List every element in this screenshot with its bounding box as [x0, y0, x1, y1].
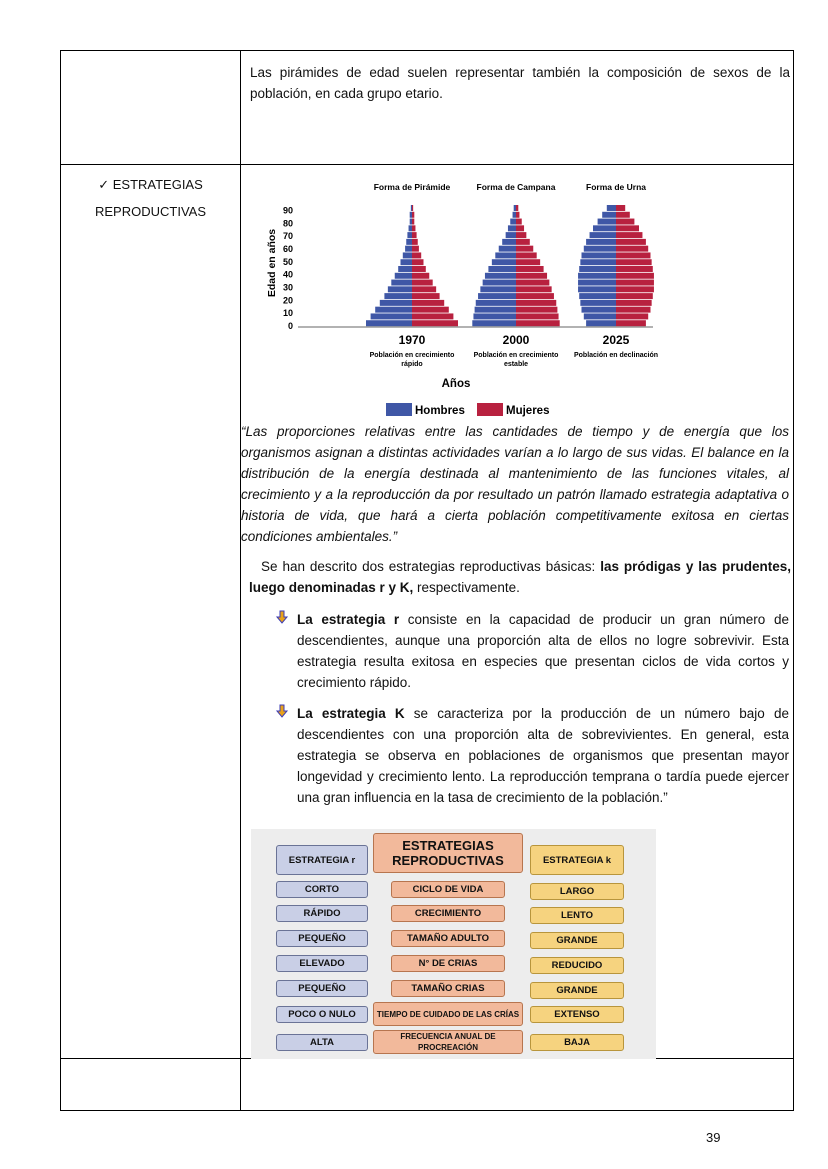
strategies-intro-paragraph [249, 556, 791, 598]
bar-mujeres [616, 266, 653, 272]
y-tick-label: 40 [282, 269, 293, 280]
bar-mujeres [412, 219, 414, 225]
bar-hombres [406, 239, 412, 245]
bar-hombres [578, 286, 616, 292]
bar-hombres [506, 232, 516, 238]
bar-mujeres [616, 246, 648, 252]
bar-hombres [472, 320, 516, 326]
bar-hombres [602, 212, 616, 218]
bar-mujeres [516, 307, 557, 313]
x-axis-label: Años [441, 378, 471, 390]
bar-hombres [409, 225, 412, 231]
bar-hombres [508, 225, 516, 231]
bar-hombres [495, 252, 516, 258]
bar-mujeres [412, 273, 429, 279]
bar-mujeres [412, 280, 433, 286]
strategies-title-box: ESTRATEGIAS REPRODUCTIVAS [373, 833, 523, 873]
bar-mujeres [412, 266, 426, 272]
population-pyramids-figure [251, 177, 671, 427]
bar-mujeres [616, 212, 630, 218]
strategies-comparison-diagram [251, 829, 656, 1059]
bar-hombres [579, 266, 616, 272]
k-header-box: ESTRATEGIA k [530, 845, 624, 875]
bar-hombres [398, 266, 412, 272]
legend-mujeres-label: Mujeres [506, 405, 550, 417]
bar-hombres [405, 246, 412, 252]
bar-mujeres [616, 239, 646, 245]
bar-hombres [584, 246, 616, 252]
bar-mujeres [616, 286, 654, 292]
pyramid-year-label: 1970 [398, 333, 426, 347]
r-value-box: ELEVADO [276, 955, 368, 972]
bar-mujeres [516, 300, 556, 306]
legend-mujeres-swatch [477, 403, 503, 416]
bar-hombres [395, 273, 412, 279]
strategy-bullet-list [275, 609, 789, 818]
bar-hombres [371, 313, 412, 319]
bar-hombres [410, 219, 412, 225]
bar-hombres [411, 205, 412, 211]
bar-mujeres [516, 280, 549, 286]
trait-box: CICLO DE VIDA [391, 881, 505, 898]
row-divider-1 [61, 164, 793, 165]
y-tick-label: 0 [287, 321, 293, 331]
bar-mujeres [516, 205, 518, 211]
bar-mujeres [412, 320, 458, 326]
bar-mujeres [616, 307, 651, 313]
pyramid-shape-label: Forma de Pirámide [373, 182, 451, 192]
bar-hombres [579, 293, 616, 299]
bar-mujeres [616, 280, 654, 286]
bar-hombres [473, 313, 516, 319]
para2-end: respectivamente. [413, 580, 520, 595]
bar-hombres [580, 259, 616, 265]
bar-hombres [401, 259, 413, 265]
bullet1-bold: La estrategia r [297, 612, 400, 627]
bar-mujeres [412, 307, 449, 313]
bar-mujeres [516, 313, 559, 319]
para2-bold: las pródigas y las prudentes, luego denominadas r y K, [249, 559, 791, 595]
pyramid-chart [251, 177, 671, 422]
bar-mujeres [516, 259, 540, 265]
bar-mujeres [412, 205, 413, 211]
bar-hombres [403, 252, 412, 258]
trait-box: N° DE CRIAS [391, 955, 505, 972]
bar-hombres [384, 293, 412, 299]
bar-mujeres [516, 320, 560, 326]
y-tick-label: 70 [282, 231, 293, 242]
bar-mujeres [616, 259, 652, 265]
y-tick-label: 20 [282, 295, 293, 306]
bar-hombres [607, 205, 616, 211]
bar-mujeres [412, 286, 436, 292]
y-tick-label: 50 [282, 256, 293, 267]
bar-mujeres [616, 252, 651, 258]
trait-box: TAMAÑO ADULTO [391, 930, 505, 947]
bar-hombres [590, 232, 616, 238]
bar-mujeres [616, 293, 653, 299]
bar-hombres [366, 320, 412, 326]
pyramid-caption: Población en crecimiento estable [473, 352, 559, 368]
section-label-line2: REPRODUCTIVAS [95, 204, 206, 219]
y-tick-label: 10 [282, 308, 293, 319]
y-ticks [283, 205, 293, 331]
bar-mujeres [412, 232, 417, 238]
y-axis-label: Edad en años [266, 228, 278, 298]
bar-hombres [513, 212, 516, 218]
bar-mujeres [516, 232, 526, 238]
k-value-box: LARGO [530, 883, 624, 900]
bar-hombres [391, 280, 412, 286]
bar-mujeres [516, 212, 519, 218]
y-tick-label: 80 [282, 218, 293, 229]
bar-hombres [580, 300, 616, 306]
bar-mujeres [516, 246, 533, 252]
pyramid-shape-label: Forma de Campana [476, 182, 556, 192]
r-value-box: POCO O NULO [276, 1006, 368, 1023]
legend-hombres-swatch [386, 403, 412, 416]
section-label [61, 171, 240, 225]
bar-hombres [586, 239, 616, 245]
bar-hombres [375, 307, 412, 313]
r-value-box: RÁPIDO [276, 905, 368, 922]
bar-mujeres [412, 313, 453, 319]
bar-hombres [485, 273, 516, 279]
k-value-box: LENTO [530, 907, 624, 924]
pyramid-caption: Población en crecimiento rápido [369, 352, 455, 368]
bullet-item-r [275, 609, 789, 693]
bar-hombres [476, 300, 516, 306]
bar-mujeres [516, 252, 537, 258]
bar-hombres [410, 212, 412, 218]
r-value-box: PEQUEÑO [276, 980, 368, 997]
bar-hombres [598, 219, 616, 225]
bar-mujeres [412, 259, 424, 265]
bar-mujeres [516, 239, 530, 245]
r-value-box: CORTO [276, 881, 368, 898]
bar-hombres [510, 219, 516, 225]
page-number: 39 [706, 1130, 721, 1145]
bar-hombres [483, 280, 516, 286]
r-header-box: ESTRATEGIA r [276, 845, 368, 875]
bar-hombres [584, 313, 616, 319]
bar-hombres [499, 246, 516, 252]
trait-box: CRECIMIENTO [391, 905, 505, 922]
bar-mujeres [412, 239, 418, 245]
y-tick-label: 60 [282, 243, 293, 254]
bar-hombres [478, 293, 516, 299]
bar-mujeres [616, 300, 652, 306]
bar-mujeres [616, 320, 646, 326]
bar-hombres [380, 300, 412, 306]
bar-hombres [475, 307, 516, 313]
pyramid-year-label: 2025 [602, 333, 630, 347]
pyramid-caption: Población en declinación [573, 352, 659, 359]
bar-hombres [582, 252, 617, 258]
intro-paragraph: Las pirámides de edad suelen representar también la composición de sexos de la población, en cada grupo etario. [250, 65, 790, 101]
y-tick-label: 30 [282, 282, 293, 293]
bar-hombres [488, 266, 516, 272]
bar-mujeres [412, 252, 421, 258]
bar-mujeres [412, 246, 419, 252]
bullet-arrow-icon [275, 703, 289, 724]
bullet2-text: se caracteriza por la producción de un número bajo de descendientes con una proporción alta de sobrevivientes. En general, esta estrategia se observa en poblaciones de organismos que presentan mayor longevidad y crecimiento lento. La reproducción temprana o tardía puede ejercer una gran influencia en la tasa de crecimiento de la población.” [297, 706, 789, 805]
bar-mujeres [516, 273, 547, 279]
bar-mujeres [412, 225, 415, 231]
bar-hombres [578, 280, 616, 286]
bar-hombres [586, 320, 616, 326]
k-value-box: REDUCIDO [530, 957, 624, 974]
bar-mujeres [616, 232, 642, 238]
bar-mujeres [616, 225, 639, 231]
pyramids-group [366, 182, 658, 368]
bar-hombres [502, 239, 516, 245]
k-value-box: EXTENSO [530, 1006, 624, 1023]
pyramid-year-label: 2000 [502, 333, 530, 347]
bullet1-text: consiste en la capacidad de producir un gran número de descendientes, aunque una proporción alta de ellos no logre sobrevivir. Esta estrategia resulta exitosa en especies que presentan ciclos de vida cortos y crecimiento rápido. [297, 612, 789, 690]
bar-hombres [514, 205, 516, 211]
r-value-box: PEQUEÑO [276, 930, 368, 947]
k-value-box: BAJA [530, 1034, 624, 1051]
bar-mujeres [412, 293, 440, 299]
bar-hombres [480, 286, 516, 292]
bar-hombres [582, 307, 617, 313]
bar-mujeres [412, 212, 414, 218]
trait-box: FRECUENCIA ANUAL DE PROCREACIÓN [373, 1030, 523, 1054]
bar-mujeres [616, 313, 648, 319]
bar-mujeres [616, 219, 634, 225]
trait-box: TIEMPO DE CUIDADO DE LAS CRÍAS [373, 1002, 523, 1026]
bullet2-bold: La estrategia K [297, 706, 405, 721]
column-divider [240, 51, 241, 1110]
bar-mujeres [516, 286, 552, 292]
section-label-line1: ✓ ESTRATEGIAS [98, 177, 203, 192]
bar-mujeres [516, 225, 524, 231]
y-tick-label: 90 [282, 205, 293, 216]
legend-hombres-label: Hombres [415, 405, 465, 417]
bar-hombres [593, 225, 616, 231]
bullet-item-k [275, 703, 789, 808]
bar-hombres [492, 259, 516, 265]
bar-mujeres [516, 266, 544, 272]
bullet-arrow-icon [275, 609, 289, 630]
bar-hombres [578, 273, 616, 279]
bar-mujeres [516, 293, 554, 299]
bar-hombres [388, 286, 412, 292]
r-value-box: ALTA [276, 1034, 368, 1051]
bar-mujeres [616, 273, 654, 279]
bar-mujeres [616, 205, 625, 211]
bar-hombres [407, 232, 412, 238]
para2-start: Se han descrito dos estrategias reproductivas básicas: [261, 559, 601, 574]
k-value-box: GRANDE [530, 982, 624, 999]
quote-paragraph: “Las proporciones relativas entre las cantidades de tiempo y de energía que los organismos asignan a distintas actividades varían a lo largo de sus vidas. El balance en la distribución de la energía destinada al mantenimiento de las funciones vitales, al crecimiento y a la reproducción da por resultado un patrón llamado estrategia adaptativa o historia de vida, que hará a cierta población competitivamente exitosa en ciertas condiciones ambientales.” [241, 424, 789, 544]
trait-box: TAMAÑO CRIAS [391, 980, 505, 997]
pyramid-shape-label: Forma de Urna [586, 182, 646, 192]
bar-mujeres [412, 300, 444, 306]
k-value-box: GRANDE [530, 932, 624, 949]
content-table [60, 50, 794, 1111]
bar-mujeres [516, 219, 522, 225]
